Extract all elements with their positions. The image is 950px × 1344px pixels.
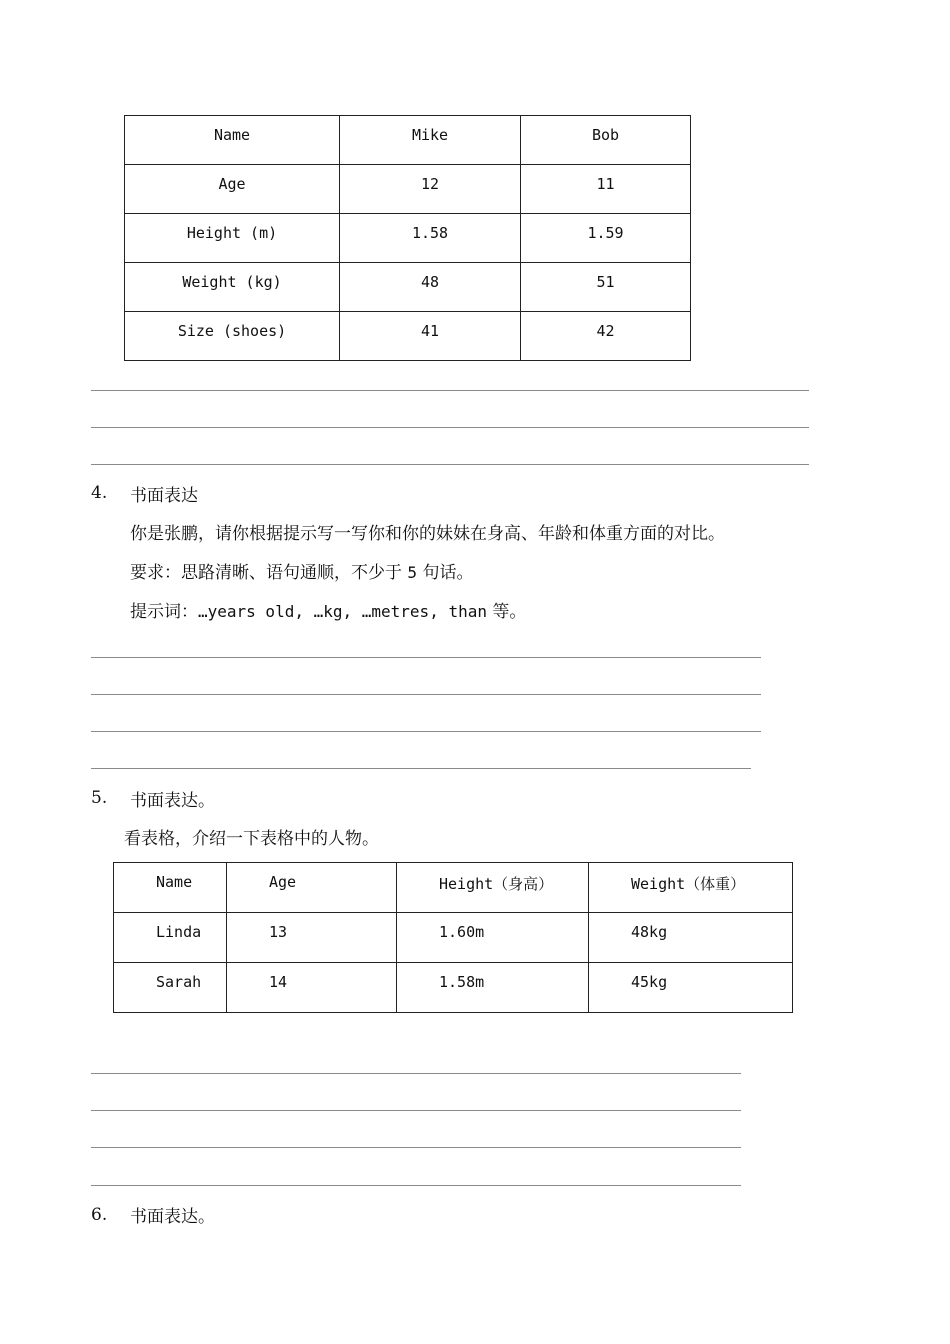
table-cell: 1.58 — [340, 214, 521, 263]
table-cell: 48 — [340, 263, 521, 312]
hint-label: 提示词： — [130, 602, 198, 622]
table-cell: 42 — [521, 312, 691, 361]
requirement-text: 句话。 — [422, 563, 474, 583]
question-number: 5. — [91, 788, 108, 808]
table-cell: Linda — [114, 913, 227, 963]
table-cell: 1.59 — [521, 214, 691, 263]
table-row — [125, 116, 691, 165]
table-row — [114, 963, 793, 1013]
table-cell: Sarah — [114, 963, 227, 1013]
table-cell: Age — [227, 863, 397, 913]
table-cell: Size (shoes) — [125, 312, 340, 361]
answer-line[interactable] — [91, 694, 761, 695]
question-title: 书面表达。 — [130, 1207, 215, 1227]
answer-line[interactable] — [91, 464, 809, 465]
table-cell: Name — [125, 116, 340, 165]
table-cell: Height (m) — [125, 214, 340, 263]
question-title: 书面表达。 — [130, 791, 215, 811]
answer-line[interactable] — [91, 768, 751, 769]
answer-line[interactable] — [91, 1073, 741, 1074]
table-cell: 45kg — [589, 963, 793, 1013]
table-cell: 48kg — [589, 913, 793, 963]
requirement-number: 5 — [407, 563, 418, 582]
answer-line[interactable] — [91, 390, 809, 391]
table-cell: 1.58m — [397, 963, 589, 1013]
comparison-table-mike-bob — [124, 115, 691, 361]
hint-suffix: 等。 — [492, 602, 527, 622]
answer-line[interactable] — [91, 731, 761, 732]
table-cell: 1.60m — [397, 913, 589, 963]
answer-line[interactable] — [91, 1185, 741, 1186]
table-cell: Bob — [521, 116, 691, 165]
table-cell: Name — [114, 863, 227, 913]
table-row — [125, 263, 691, 312]
hint-latin: …years old, …kg, …metres, than — [198, 602, 487, 621]
table-row — [125, 165, 691, 214]
table-cell: Height（身高） — [397, 863, 589, 913]
table-cell: 11 — [521, 165, 691, 214]
question-title: 书面表达 — [130, 486, 198, 506]
table-cell: 51 — [521, 263, 691, 312]
table-row — [125, 214, 691, 263]
table-row — [125, 312, 691, 361]
table-cell: Age — [125, 165, 340, 214]
question-prompt: 你是张鹏，请你根据提示写一写你和你的妹妹在身高、年龄和体重方面的对比。 — [130, 524, 725, 544]
table-cell: 12 — [340, 165, 521, 214]
answer-line[interactable] — [91, 427, 809, 428]
answer-line[interactable] — [91, 657, 761, 658]
requirement-text: 要求：思路清晰、语句通顺，不少于 — [130, 563, 402, 583]
table-cell: 14 — [227, 963, 397, 1013]
table-cell: 13 — [227, 913, 397, 963]
table-cell: Weight (kg) — [125, 263, 340, 312]
question-instruction: 看表格，介绍一下表格中的人物。 — [124, 829, 379, 849]
people-table-linda-sarah — [113, 862, 793, 1013]
table-cell: 41 — [340, 312, 521, 361]
table-cell: Weight（体重） — [589, 863, 793, 913]
table-row — [114, 913, 793, 963]
answer-line[interactable] — [91, 1147, 741, 1148]
question-number: 6. — [91, 1205, 108, 1225]
table-cell: Mike — [340, 116, 521, 165]
question-hint-words — [130, 597, 526, 622]
table-row — [114, 863, 793, 913]
answer-line[interactable] — [91, 1110, 741, 1111]
question-number: 4. — [91, 483, 108, 503]
question-requirement — [130, 558, 473, 583]
